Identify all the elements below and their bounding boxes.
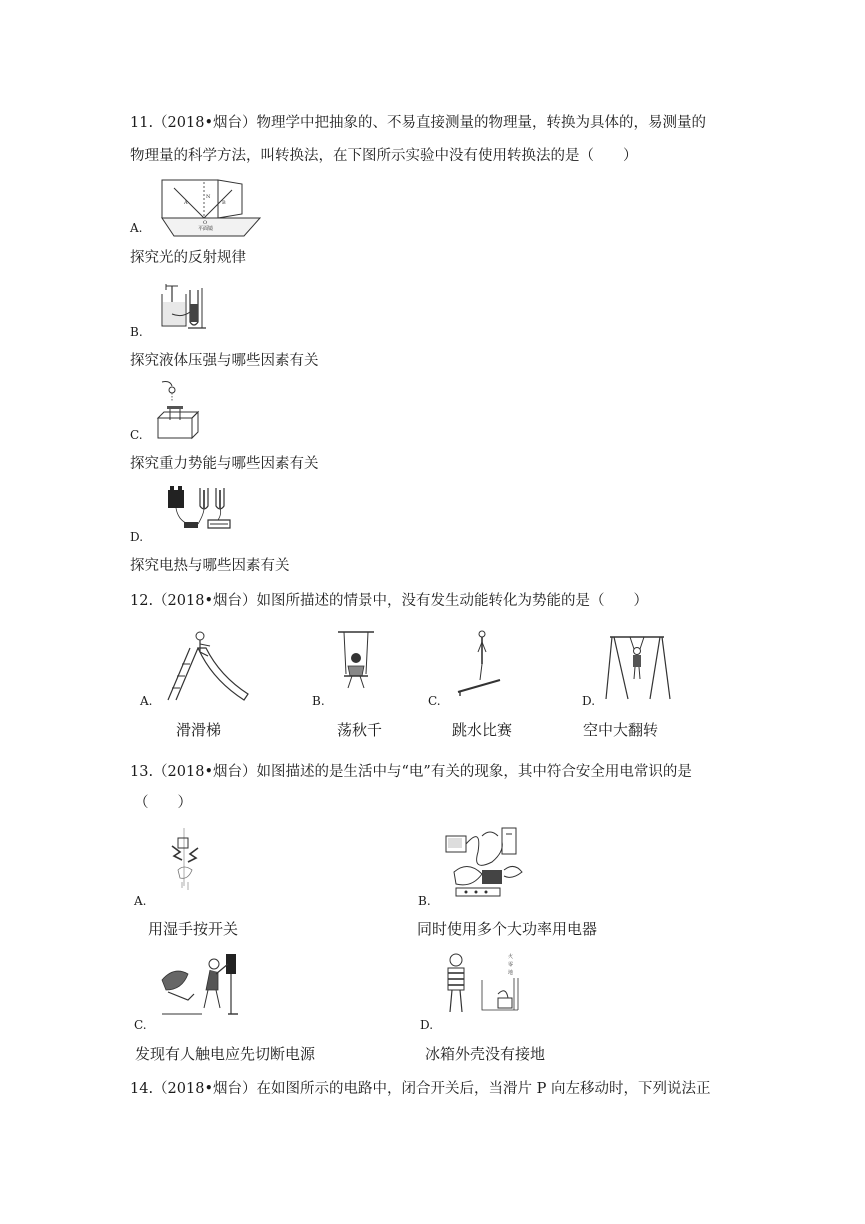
q11-c-figure-falling-ball [152, 380, 202, 442]
q11-a-figure-label: 平面镜 [198, 226, 214, 232]
q12-c-figure-diving [456, 628, 502, 696]
q11-stem-line2: 物理量的科学方法，叫转换法，在下图所示实验中没有使用转换法的是（ ） [130, 148, 638, 164]
q13-option-b-letter: B. [418, 894, 431, 908]
q12-option-d-letter: D. [582, 694, 596, 708]
q12-option-c-caption: 跳水比赛 [452, 721, 513, 739]
q13-option-d-caption: 冰箱外壳没有接地 [425, 1045, 546, 1063]
q11-option-c-caption: 探究重力势能与哪些因素有关 [130, 456, 319, 472]
q13-stem-line2: （ ） [134, 795, 192, 811]
svg-text:O: O [203, 220, 208, 226]
q11-b-figure-pressure [160, 282, 210, 332]
svg-text:零: 零 [508, 962, 514, 968]
q12-a-figure-slide [160, 630, 254, 706]
svg-text:地: 地 [508, 970, 514, 976]
q13-a-figure-wet-hand-switch [158, 826, 218, 896]
svg-text:火: 火 [508, 954, 514, 960]
q11-option-d-caption: 探究电热与哪些因素有关 [130, 558, 290, 574]
q12-option-b-caption: 荡秋千 [337, 721, 383, 739]
q13-option-a-caption: 用湿手按开关 [148, 920, 239, 938]
q12-d-figure-highbar [602, 633, 672, 703]
q11-stem-line1: 11.（2018•烟台）物理学中把抽象的、不易直接测量的物理量，转换为具体的，易测量的 [130, 115, 707, 131]
q12-b-figure-swing [336, 630, 376, 696]
svg-text:N: N [206, 194, 211, 200]
q13-option-d-letter: D. [420, 1018, 434, 1032]
q12-option-a-caption: 滑滑梯 [176, 721, 222, 739]
q12-option-b-letter: B. [312, 694, 325, 708]
q13-c-figure-cut-power [158, 950, 244, 1018]
q13-option-c-letter: C. [134, 1018, 147, 1032]
q13-option-c-caption: 发现有人触电应先切断电源 [135, 1045, 316, 1063]
q12-option-c-letter: C. [428, 694, 441, 708]
q13-d-figure-fridge-ground [442, 950, 534, 1024]
q12-option-a-letter: A. [140, 694, 153, 708]
q11-d-figure-electric-heat [148, 484, 248, 542]
q11-option-d-letter: D. [130, 530, 144, 544]
q13-option-b-caption: 同时使用多个大功率用电器 [417, 920, 598, 938]
q12-stem: 12.（2018•烟台）如图所描述的情景中，没有发生动能转化为势能的是（ ） [130, 593, 649, 609]
q13-stem-line1: 13.（2018•烟台）如图描述的是生活中与“电”有关的现象，其中符合安全用电常识的是 [130, 764, 692, 780]
svg-text:A: A [184, 200, 188, 206]
q13-b-figure-overload [442, 822, 532, 902]
q11-option-a-caption: 探究光的反射规律 [130, 250, 246, 266]
q14-stem-line1: 14.（2018•烟台）在如图所示的电路中，闭合开关后，当滑片 P 向左移动时，下列说法正 [130, 1081, 711, 1097]
q11-option-b-letter: B. [130, 325, 143, 339]
q11-a-figure-reflection [160, 178, 262, 238]
q12-option-d-caption: 空中大翻转 [583, 721, 659, 739]
q11-option-b-caption: 探究液体压强与哪些因素有关 [130, 353, 319, 369]
q11-option-c-letter: C. [130, 428, 143, 442]
svg-text:B: B [222, 200, 226, 206]
q13-option-a-letter: A. [134, 894, 147, 908]
q11-option-a-letter: A. [130, 221, 143, 235]
